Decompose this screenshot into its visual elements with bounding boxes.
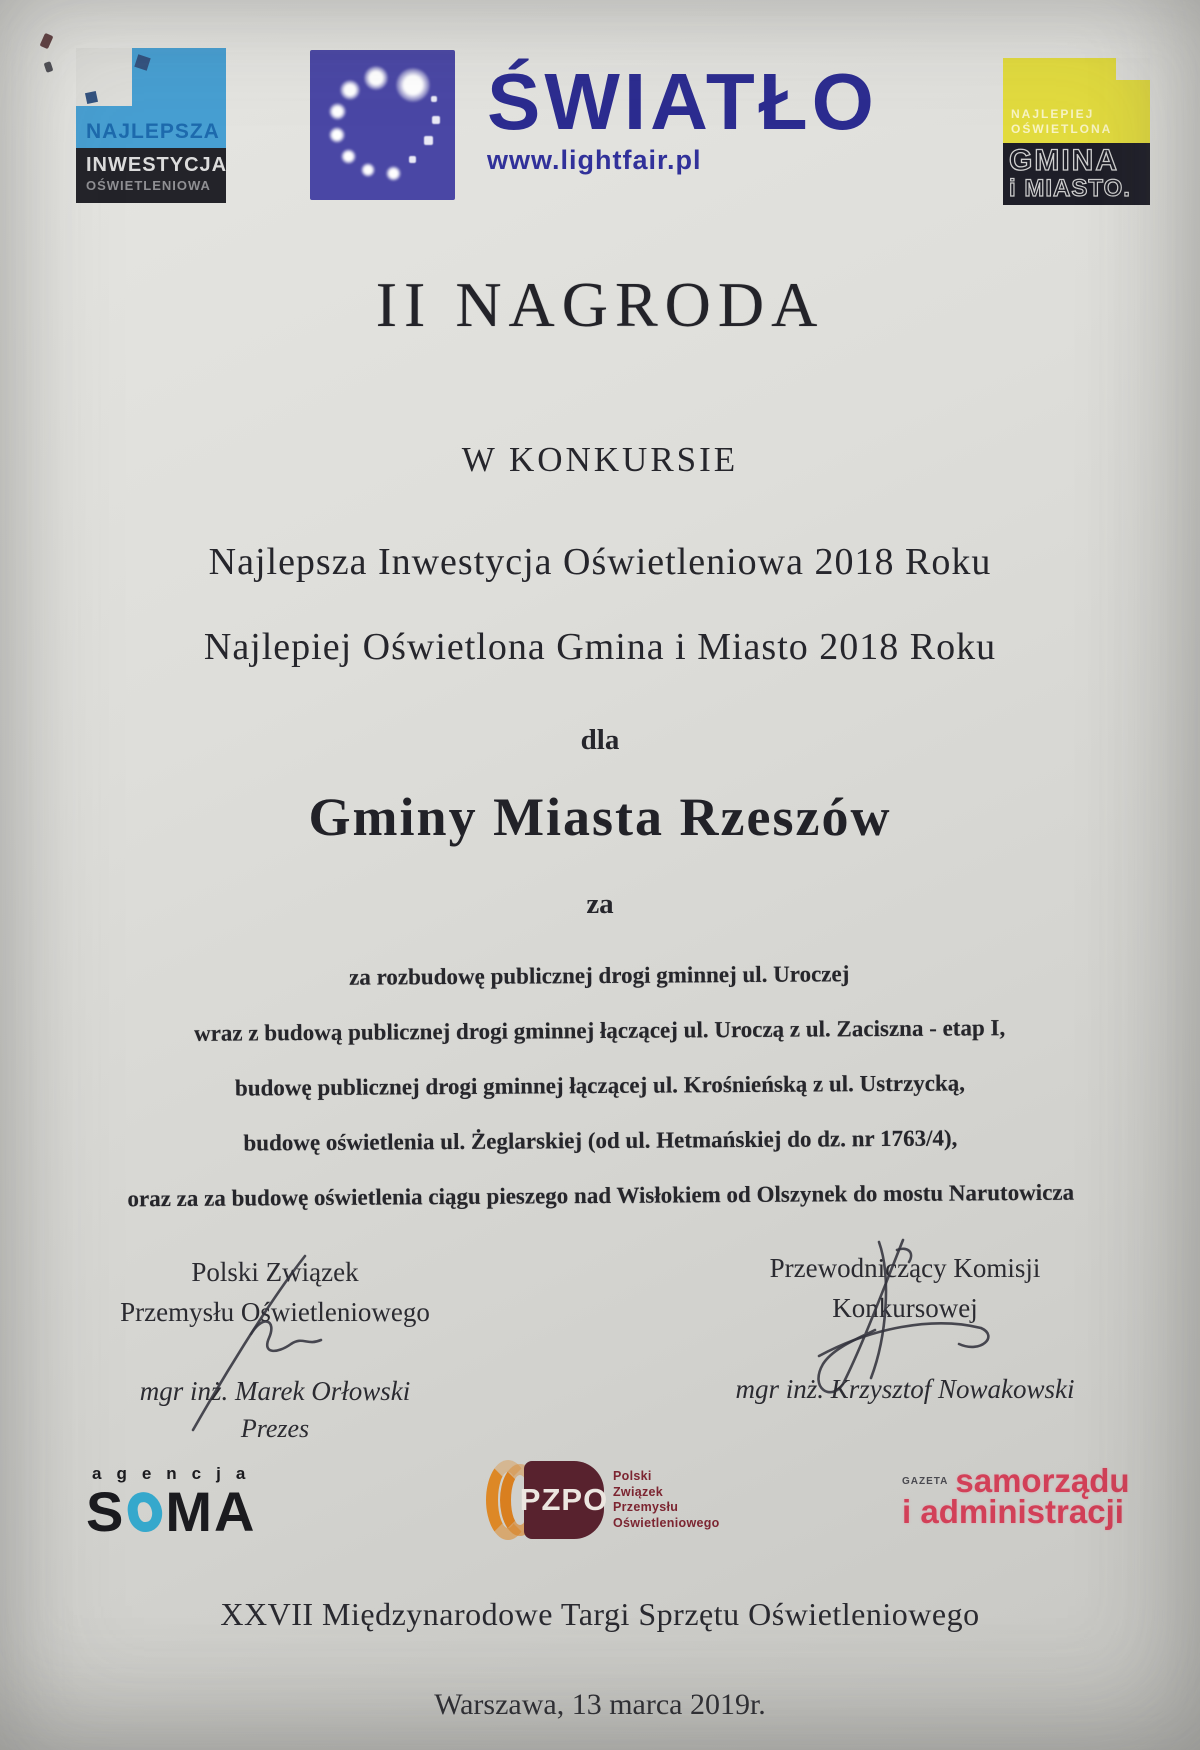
pixel-arrow-icon [85, 91, 98, 104]
gazeta-line2: i administracji [902, 1493, 1124, 1530]
nio-line3: OŚWIETLENIOWA [86, 178, 211, 193]
pzpo-full-name: Polski Związek Przemysłu Oświetleniowego [613, 1469, 720, 1530]
pzpo-logo [486, 1460, 720, 1540]
soma-wordmark: S MA [86, 1480, 257, 1543]
gazeta-line1: samorządu [955, 1462, 1130, 1499]
gazeta-label: GAZETA [902, 1475, 949, 1487]
achievement-line: oraz za za budowę oświetlenia ciągu pieszego nad Wisłokiem od Olszynek do mostu Narutowicza [127, 1179, 1075, 1212]
gm-faint-text: NAJLEPIEJ OŚWIETLONA [1011, 107, 1113, 136]
award-title: II NAGRODA [375, 269, 825, 340]
soma-o-ring-icon [126, 1490, 165, 1534]
achievements-list [0, 944, 1200, 1227]
event-date: Warszawa, 13 marca 2019r. [434, 1688, 766, 1721]
nio-blue-square [76, 48, 226, 148]
gm-line-gmina: GMINA [1009, 144, 1119, 177]
agencja-soma-logo [86, 1464, 336, 1543]
gazeta-samorzadu-logo [902, 1462, 1130, 1530]
signer-role: Prezes [240, 1414, 310, 1443]
signer-name: mgr inż. Krzysztof Nowakowski [735, 1374, 1075, 1404]
nio-line2: INWESTYCJA [86, 154, 228, 176]
org-name: Polski Związek Przemysłu Oświetleniowego [120, 1257, 430, 1327]
competition-label: W KONKURSIE [461, 440, 739, 479]
gm-yellow-square [1003, 58, 1150, 143]
agencja-label: agencja [92, 1464, 261, 1483]
scan-artifact [44, 61, 54, 73]
swiatlo-wordmark [487, 57, 878, 176]
za-label: za [586, 888, 614, 920]
nio-line1: NAJLEPSZA [86, 120, 220, 143]
achievement-line: budowę publicznej drogi gminnej łączącej ul. Krośnieńską z ul. Ustrzycką, [234, 1070, 966, 1101]
signature-block-right [660, 1248, 1150, 1458]
recipient-name: Gminy Miasta Rzeszów [308, 787, 892, 847]
org-name: Przewodniczący Komisji Konkursowej [769, 1253, 1041, 1323]
competition-name-1: Najlepsza Inwestycja Oświetleniowa 2018 Roku [208, 541, 992, 583]
nio-black-band [76, 148, 226, 203]
achievement-line: za rozbudowę publicznej drogi gminnej ul. Uroczej [349, 961, 850, 990]
achievement-line: wraz z budową publicznej drogi gminnej łączącej ul. Uroczą z ul. Zaciszna - etap I, [193, 1015, 1006, 1046]
lightfair-url: www.lightfair.pl [487, 145, 702, 175]
signature-block-left [60, 1252, 490, 1462]
najlepsza-inwestycja-logo [76, 48, 226, 203]
competition-name-2: Najlepiej Oświetlona Gmina i Miasto 2018 Roku [203, 626, 997, 668]
gm-line-miasto: i MIASTO. [1009, 175, 1131, 202]
for-label: dla [580, 724, 620, 756]
pzpo-abbr-badge: PZPO [524, 1461, 604, 1539]
scan-artifact [40, 33, 54, 49]
gmina-miasto-logo [1003, 58, 1150, 205]
swiatlo-dots-icon [310, 50, 455, 200]
nio-pixel-step [120, 94, 132, 106]
gm-notch [1116, 58, 1150, 80]
event-name: XXVII Międzynarodowe Targi Sprzętu Oświetleniowego [220, 1596, 980, 1632]
gm-black-band [1003, 143, 1150, 205]
achievement-line: budowę oświetlenia ul. Żeglarskiej (od ul. Hetmańskiej do dz. nr 1763/4), [243, 1125, 958, 1156]
pixel-arrow-icon [134, 54, 150, 70]
swiatlo-title: ŚWIATŁO [487, 57, 878, 146]
signer-name: mgr inż. Marek Orłowski [139, 1376, 411, 1406]
